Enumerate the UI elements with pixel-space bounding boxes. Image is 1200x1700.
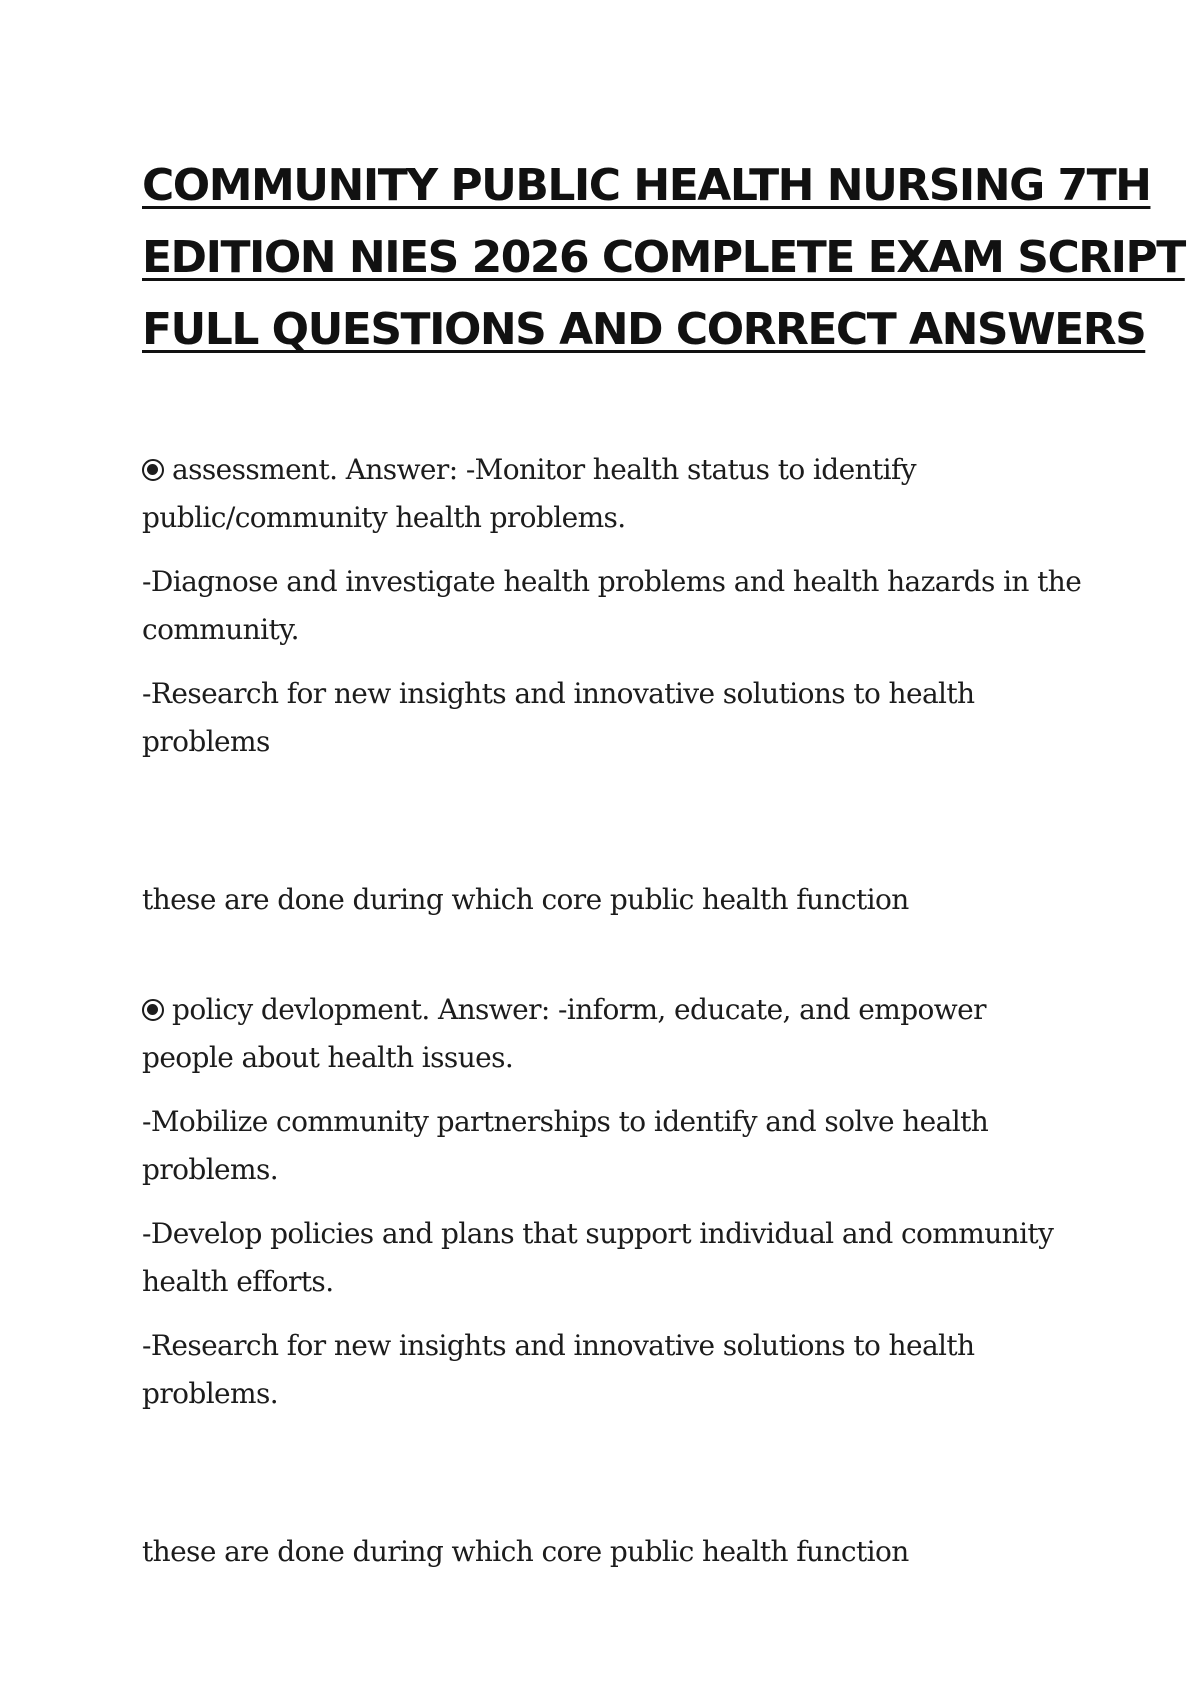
title-line [142,294,1146,366]
radio-bullet-icon [142,459,164,481]
answer-point: -Research for new insights and innovative solutions to health problems [142,677,975,758]
answer-intro-text: policy devlopment. Answer: -inform, educate, and empower people about health issues. [142,993,986,1074]
question-text: these are done during which core public health function [142,1535,909,1568]
answer-intro [142,986,1082,1082]
answer-intro [142,446,1082,542]
question-text: these are done during which core public health function [142,883,909,916]
answer-point: -Diagnose and investigate health problems and health hazards in the community. [142,565,1082,646]
title-line [142,222,1185,294]
document-page [142,150,1185,1576]
radio-bullet-icon [142,999,164,1021]
document-title [142,150,1185,366]
title-line-text: EDITION NIES 2026 COMPLETE EXAM SCRIPT [142,232,1185,283]
title-line-text: FULL QUESTIONS AND CORRECT ANSWERS [142,304,1146,355]
answer-point: -Mobilize community partnerships to identify and solve health problems. [142,1105,989,1186]
answer-point: -Develop policies and plans that support individual and community health efforts. [142,1217,1054,1298]
title-line-text: COMMUNITY PUBLIC HEALTH NURSING 7TH [142,160,1151,211]
qa-item [142,986,1082,1576]
qa-item [142,446,1082,924]
answer-point: -Research for new insights and innovative solutions to health problems. [142,1329,975,1410]
answer-intro-text: assessment. Answer: -Monitor health status to identify public/community health problems. [142,453,916,534]
title-line [142,150,1151,222]
